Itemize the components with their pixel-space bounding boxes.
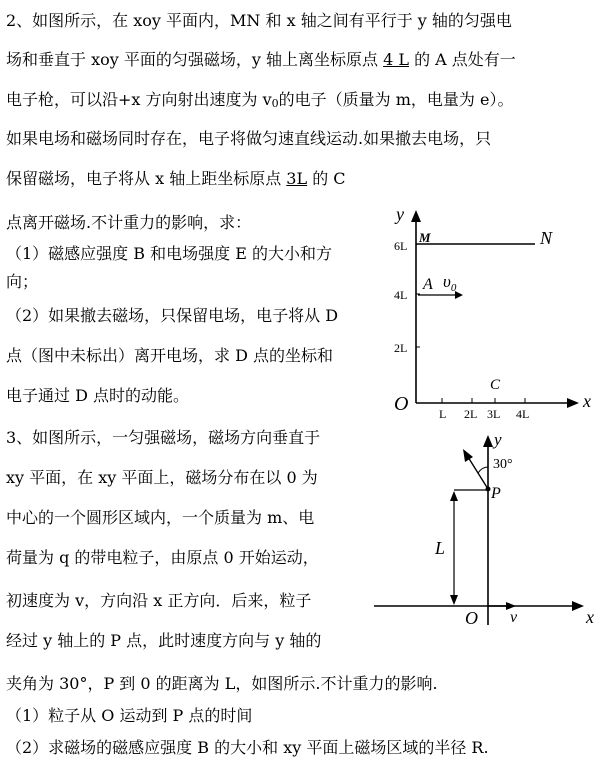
q2-origin-label: O xyxy=(394,393,409,415)
q3-line-7: 夹角为 30°，P 到 0 的距离为 L，如图所示.不计重力的影响. xyxy=(6,674,438,693)
q3-line-6: 经过 y 轴上的 P 点，此时速度方向与 y 轴的 xyxy=(6,631,322,650)
q2-line-2: 场和垂直于 xoy 平面的匀强磁场，y 轴上离坐标原点 4 L 的 A 点处有一 xyxy=(6,50,516,69)
q2-line-4: 如果电场和磁场同时存在，电子将做匀速直线运动.如果撤去电场，只 xyxy=(6,129,492,148)
q3-y-label: y xyxy=(494,430,502,449)
q2-question-2c: 电子通过 D 点时的动能。 xyxy=(6,386,190,405)
q3-line-3: 中心的一个圆形区域内，一个质量为 m、电 xyxy=(6,508,315,527)
q2-question-2b: 点（图中未标出）离开电场，求 D 点的坐标和 xyxy=(6,346,334,365)
q2-point-A: A xyxy=(423,276,433,293)
q3-x-label: x xyxy=(586,607,594,627)
q2-tick-6L: 6L xyxy=(394,239,408,253)
q2-figure xyxy=(385,200,600,420)
q2-line-3: 电子枪，可以沿+x 方向射出速度为 $v_0$的电子（质量为 m，电量为 e）。 xyxy=(6,90,514,110)
q3-x-arrow-icon xyxy=(572,601,584,611)
q2-line-1: 2、如图所示，在 xoy 平面内，MN 和 x 轴之间有平行于 y 轴的匀强电 xyxy=(6,11,512,30)
q3-line-5: 初速度为 v，方向沿 x 正方向．后来，粒子 xyxy=(6,591,312,610)
q3-origin-label: O xyxy=(465,608,478,628)
q3-p-velocity-arrowhead-icon xyxy=(463,449,473,462)
q2-x-arrow-icon xyxy=(567,398,579,408)
q3-angle-label: 30° xyxy=(493,457,513,472)
q3-point-p-dot xyxy=(486,487,491,492)
q3-v-label: v xyxy=(510,609,518,626)
q3-line-1: 3、如图所示，一匀强磁场，磁场方向垂直于 xyxy=(6,428,321,447)
q2-question-2a: （2）如果撤去磁场，只保留电场，电子将从 D xyxy=(6,306,339,325)
q3-question-2: （2）求磁场的磁感应强度 B 的大小和 xy 平面上磁场区域的半径 R. xyxy=(6,738,489,757)
q2-tick-3L: 3L xyxy=(487,407,501,420)
q3-line-4: 荷量为 q 的带电粒子，由原点 0 开始运动， xyxy=(6,548,319,567)
q2-question-1a: （1）磁感应强度 B 和电场强度 E 的大小和方 xyxy=(6,244,332,263)
q2-tick-2L-x: 2L xyxy=(464,407,478,420)
q2-tick-4L-x: 4L xyxy=(516,407,530,420)
q2-line-6: 点离开磁场.不计重力的影响，求： xyxy=(6,213,252,232)
q2-x-label: x xyxy=(583,391,591,411)
q2-point-C: C xyxy=(490,377,501,393)
q3-line-2: xy 平面，在 xy 平面上，磁场分布在以 0 为 xyxy=(6,468,318,487)
q2-line-5: 保留磁场，电子将从 x 轴上距坐标原点 3L 的 C xyxy=(6,169,346,188)
q2-point-N: N xyxy=(540,228,553,248)
q2-y-label: y xyxy=(396,204,404,224)
q3-point-P: P xyxy=(491,485,501,502)
q3-angle-arc xyxy=(478,467,488,473)
q3-figure xyxy=(370,425,602,640)
q2-question-1b: 向； xyxy=(6,272,39,291)
q2-tick-L: L xyxy=(439,407,447,420)
q3-y-arrow-icon xyxy=(483,435,493,447)
q2-point-M: M xyxy=(419,230,431,245)
q3-L-label: L xyxy=(435,538,446,558)
q2-tick-4L: 4L xyxy=(394,288,408,302)
q2-v0-label: $\upsilon_0$ xyxy=(443,272,457,294)
q2-tick-2L: 2L xyxy=(394,341,408,355)
q2-y-arrow-icon xyxy=(411,210,421,222)
q3-question-1: （1）粒子从 O 运动到 P 点的时间 xyxy=(6,706,253,725)
